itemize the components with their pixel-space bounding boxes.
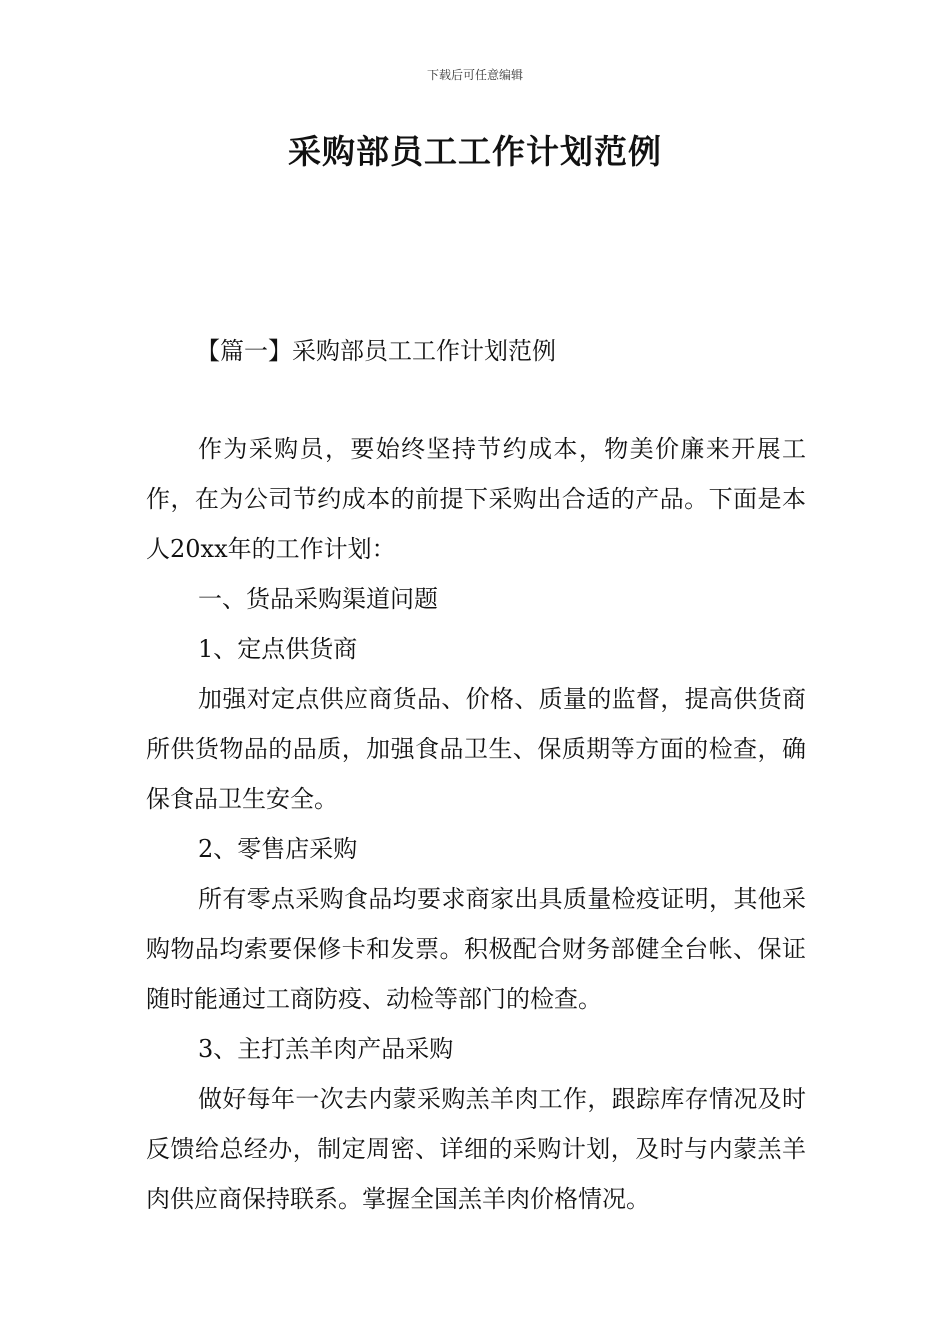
paragraph-lamb-purchasing: 做好每年一次去内蒙采购羔羊肉工作，跟踪库存情况及时反馈给总经办，制定周密、详细的采购计划，及时与内蒙羔羊肉供应商保持联系。掌握全国羔羊肉价格情况。: [146, 1085, 806, 1213]
subheading-lamb-purchasing: 3、主打羔羊肉产品采购: [198, 1035, 454, 1063]
subheading-retail-purchasing: 2、零售店采购: [198, 835, 358, 863]
paragraph-designated-suppliers: 加强对定点供应商货品、价格、质量的监督，提高供货商所供货物品的品质，加强食品卫生、保质期等方面的检查，确保食品卫生安全。: [146, 685, 806, 813]
heading-purchase-channels: 一、货品采购渠道问题: [198, 585, 438, 613]
subheading-designated-suppliers: 1、定点供货商: [198, 635, 358, 663]
document-body: [146, 424, 806, 1224]
document-title: 采购部员工工作计划范例: [288, 132, 662, 171]
header-note: 下载后可任意编辑: [426, 68, 523, 82]
section-heading: 【篇一】采购部员工工作计划范例: [196, 337, 556, 365]
paragraph-retail-purchasing: 所有零点采购食品均要求商家出具质量检疫证明，其他采购物品均索要保修卡和发票。积极配合财务部健全台帐、保证随时能通过工商防疫、动检等部门的检查。: [146, 885, 806, 1013]
intro-paragraph: 作为采购员，要始终坚持节约成本，物美价廉来开展工作，在为公司节约成本的前提下采购出合适的产品。下面是本人20xx年的工作计划：: [146, 435, 806, 563]
